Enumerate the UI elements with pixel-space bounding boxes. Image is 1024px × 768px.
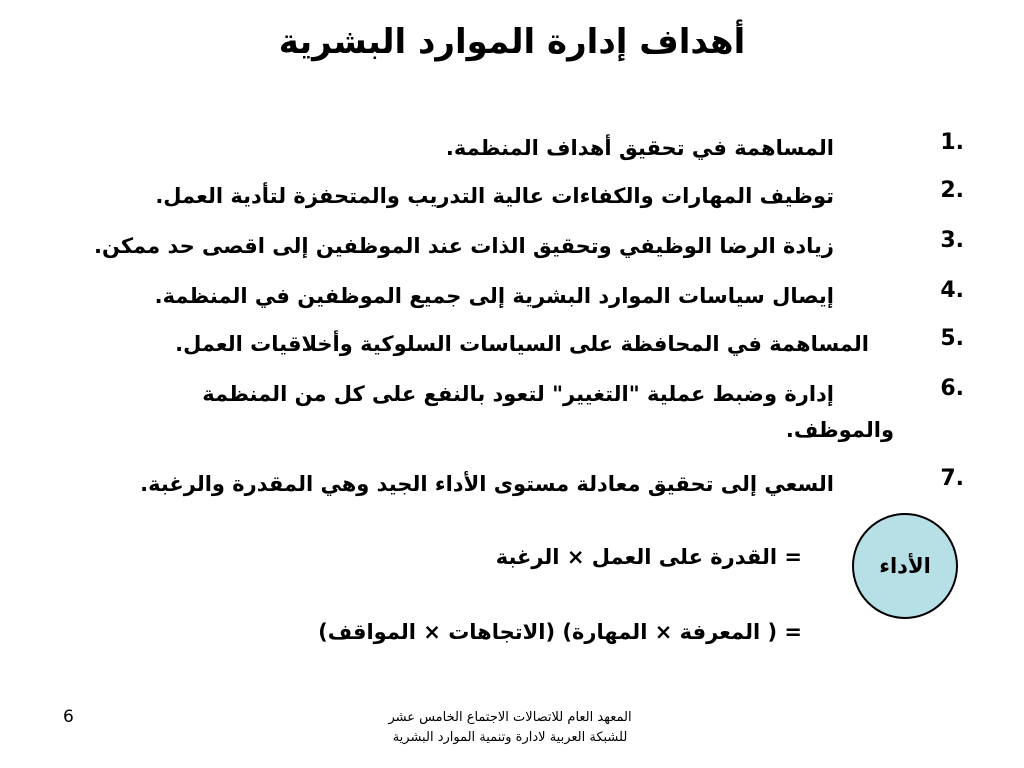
footer [330, 708, 690, 748]
list-item [64, 376, 964, 412]
item-text-continued: والموظف. [785, 418, 894, 442]
item-text: إيصال سياسات الموارد البشرية إلى جميع الموظفين في المنظمة. [154, 284, 834, 308]
item-text: إدارة وضبط عملية "التغيير" لتعود بالنفع على كل من المنظمة [202, 382, 834, 406]
item-text: المساهمة في المحافظة على السياسات السلوكية وأخلاقيات العمل. [175, 332, 869, 356]
item-text: المساهمة في تحقيق أهداف المنظمة. [445, 136, 834, 160]
footer-line-2: للشبكة العربية لادارة وتنمية الموارد البشرية [392, 730, 628, 745]
item-number: .2 [940, 178, 964, 203]
page-number: 6 [63, 707, 74, 727]
equation-line-1: = القدرة على العمل × الرغبة [495, 545, 802, 569]
item-number: .6 [940, 376, 964, 401]
slide-title: أهداف إدارة الموارد البشرية [278, 22, 746, 62]
item-number: .4 [940, 278, 964, 303]
item-text: توظيف المهارات والكفاءات عالية التدريب والمتحفزة لتأدية العمل. [155, 184, 834, 208]
list-item [64, 278, 964, 314]
item-number: .3 [940, 228, 964, 253]
list-item [64, 326, 964, 362]
item-number: .7 [940, 466, 964, 491]
item-number: .1 [940, 130, 964, 155]
list-item [64, 466, 964, 502]
performance-circle: الأداء [852, 513, 958, 619]
item-text: السعي إلى تحقيق معادلة مستوى الأداء الجيد وهي المقدرة والرغبة. [140, 472, 834, 496]
list-item [64, 130, 964, 166]
item-text: زيادة الرضا الوظيفي وتحقيق الذات عند الموظفين إلى اقصى حد ممكن. [93, 234, 834, 258]
item-number: .5 [940, 326, 964, 351]
footer-line-1: المعهد العام للاتصالات الاجتماع الخامس عشر [388, 710, 632, 725]
equation-line-2: = ( المعرفة × المهارة) (الاتجاهات × المواقف) [318, 620, 802, 644]
list-item [64, 178, 964, 214]
list-item [64, 228, 964, 264]
